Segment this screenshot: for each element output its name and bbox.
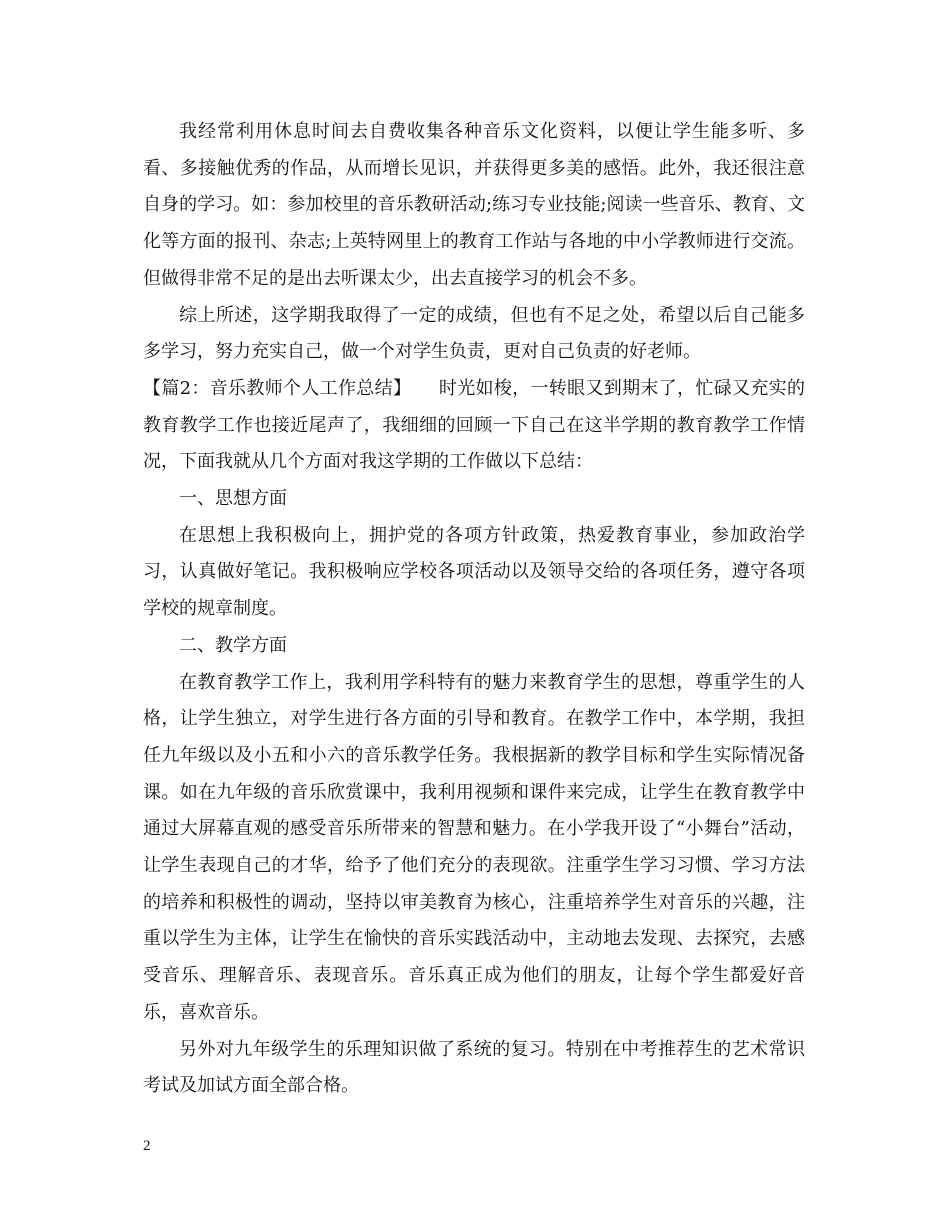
document-body — [143, 114, 805, 1105]
section-heading-teaching: 二、教学方面 — [179, 634, 287, 656]
paragraph-teaching: 在教育教学工作上，我利用学科特有的魅力来教育学生的思想，尊重学生的人格，让学生独立，对学生进行各方面的引导和教育。在教学工作中，本学期，我担任九年级以及小五和小六的音乐教学任务。我根据新的教学目标和学生实际情况备课。如在九年级的音乐欣赏课中，我利用视频和课件来完成，让学生在教育教学中通过大屏幕直观的感受音乐所带来的智慧和魅力。在小学我开设了“小舞台”活动，让学生表现自己的才华，给予了他们充分的表现欲。注重学生学习习惯、学习方法的培养和积极性的调动，坚持以审美教育为核心，注重培养学生对音乐的兴趣，注重以学生为主体，让学生在愉快的音乐实践活动中，主动地去发现、去探究，去感受音乐、理解音乐、表现音乐。音乐真正成为他们的朋友，让每个学生都爱好音乐，喜欢音乐。 — [143, 671, 805, 1023]
paragraph-review: 另外对九年级学生的乐理知识做了系统的复习。特别在中考推荐生的艺术常识考试及加试方面全部合格。 — [143, 1038, 805, 1097]
section-heading-thought: 一、思想方面 — [179, 488, 287, 510]
paragraph-thought: 在思想上我积极向上，拥护党的各项方针政策，热爱教育事业，参加政治学习，认真做好笔记。我积极响应学校各项活动以及领导交给的各项任务，遵守各项学校的规章制度。 — [143, 524, 805, 620]
paragraph-self-study: 我经常利用休息时间去自费收集各种音乐文化资料，以便让学生能多听、多看、多接触优秀的作品，从而增长见识，并获得更多美的感悟。此外，我还很注意自身的学习。如：参加校里的音乐教研活动;练习专业技能;阅读一些音乐、教育、文化等方面的报刊、杂志;上英特网里上的教育工作站与各地的中小学教师进行交流。但做得非常不足的是出去听课太少，出去直接学习的机会不多。 — [143, 121, 805, 289]
page-number: 2 — [143, 1138, 151, 1154]
paragraph-article-2-intro: 【篇2：音乐教师个人工作总结】 时光如梭，一转眼又到期末了，忙碌又充实的教育教学工作也接近尾声了，我细细的回顾一下自己在这半学期的教育教学工作情况，下面我就从几个方面对我这学期的工作做以下总结： — [143, 377, 805, 473]
paragraph-summary: 综上所述，这学期我取得了一定的成绩，但也有不足之处，希望以后自己能多多学习，努力充实自己，做一个对学生负责，更对自己负责的好老师。 — [143, 304, 805, 363]
